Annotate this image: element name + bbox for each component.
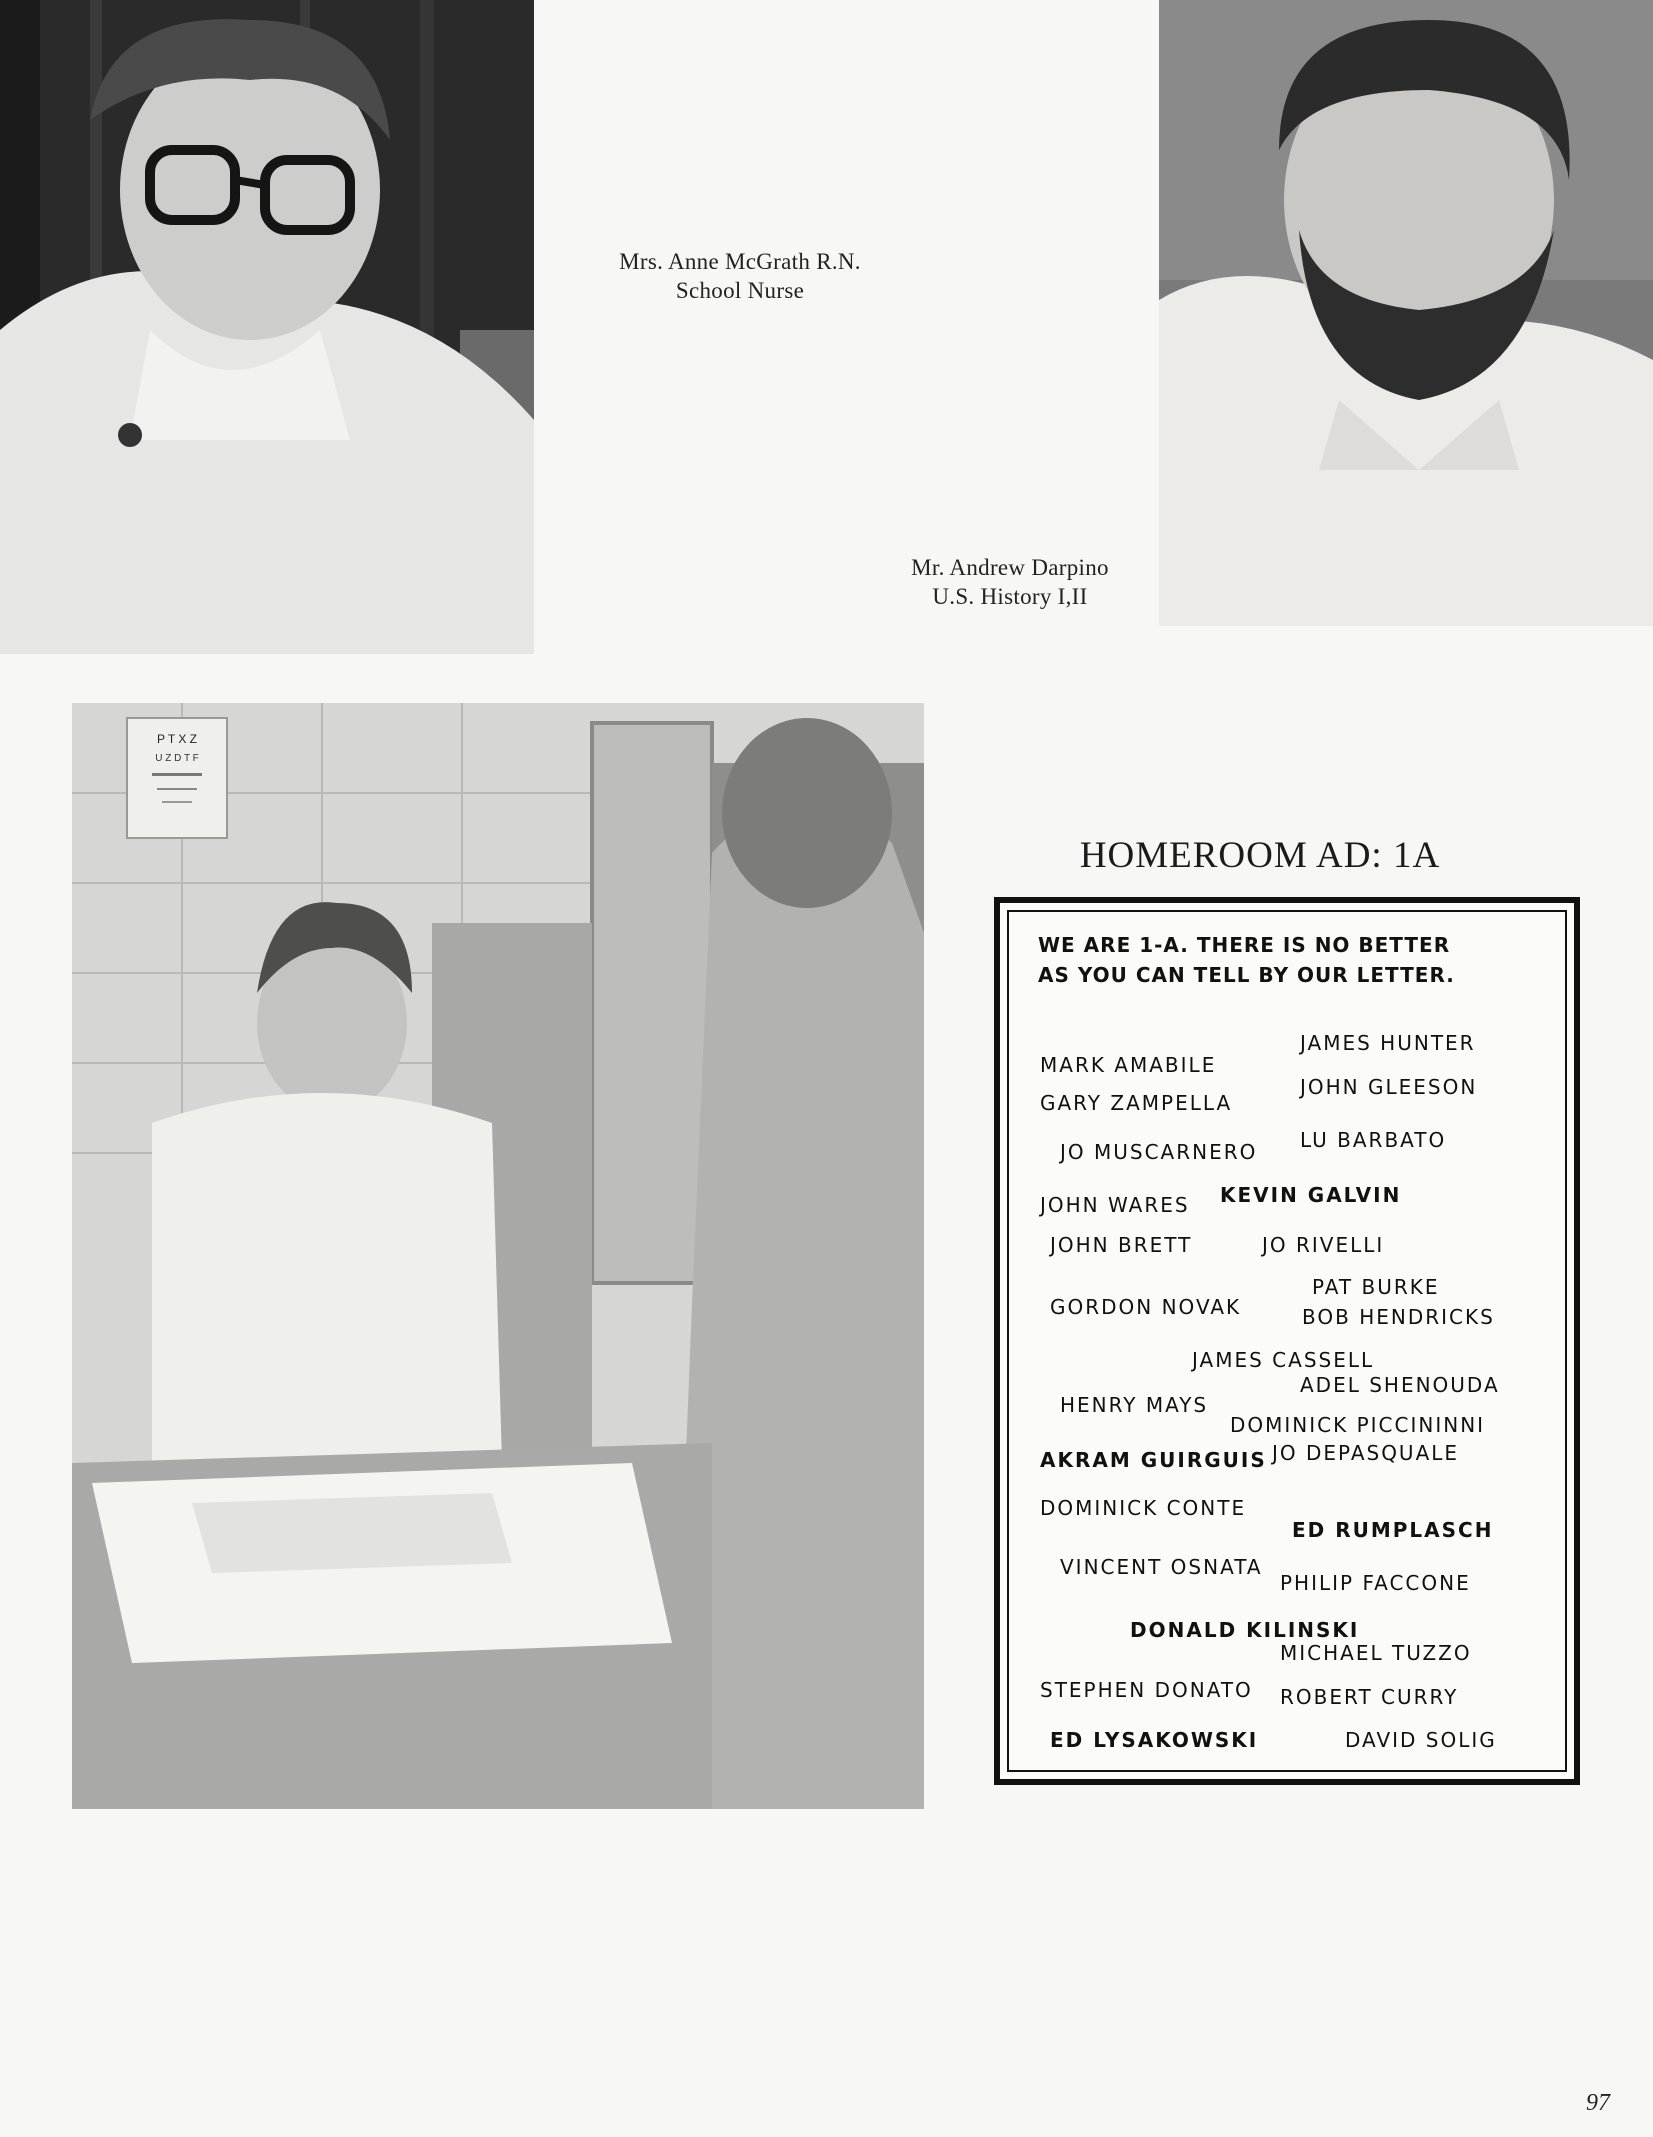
student-name: LU BARBATO — [1300, 1128, 1447, 1152]
student-name: DAVID SOLIG — [1345, 1728, 1497, 1752]
caption-teacher — [830, 553, 1190, 611]
caption-teacher-name: Mr. Andrew Darpino — [911, 555, 1109, 580]
homeroom-motto-line-1: WE ARE 1-A. THERE IS NO BETTER — [1038, 933, 1451, 957]
student-name: JAMES CASSELL — [1192, 1348, 1375, 1372]
student-name: JO DEPASQUALE — [1272, 1441, 1460, 1465]
homeroom-ad-box — [994, 897, 1580, 1785]
student-name: MICHAEL TUZZO — [1280, 1641, 1472, 1665]
student-name: JAMES HUNTER — [1300, 1031, 1476, 1055]
student-name: STEPHEN DONATO — [1040, 1678, 1253, 1702]
student-name: VINCENT OSNATA — [1060, 1555, 1263, 1579]
student-name: JO MUSCARNERO — [1060, 1140, 1258, 1164]
page-number: 97 — [1586, 2090, 1610, 2116]
student-name: DONALD KILINSKI — [1130, 1618, 1360, 1642]
eye-chart-row-1: P T X Z — [156, 732, 198, 746]
student-name: ADEL SHENOUDA — [1300, 1373, 1500, 1397]
student-name: DOMINICK PICCININNI — [1230, 1413, 1486, 1437]
student-name: ED LYSAKOWSKI — [1050, 1728, 1259, 1752]
student-name: BOB HENDRICKS — [1302, 1305, 1495, 1329]
student-name: KEVIN GALVIN — [1220, 1183, 1402, 1207]
photo-nurse-office — [72, 703, 924, 1809]
student-name: PHILIP FACCONE — [1280, 1571, 1471, 1595]
student-name: JO RIVELLI — [1262, 1233, 1385, 1257]
homeroom-motto-line-2: AS YOU CAN TELL BY OUR LETTER. — [1038, 963, 1455, 987]
photo-history-teacher — [1159, 0, 1653, 626]
caption-nurse-role: School Nurse — [675, 278, 805, 303]
photo-school-nurse — [0, 0, 534, 654]
student-name: ROBERT CURRY — [1280, 1685, 1459, 1709]
student-name: JOHN BRETT — [1050, 1233, 1193, 1257]
student-name: JOHN WARES — [1040, 1193, 1190, 1217]
student-name: PAT BURKE — [1312, 1275, 1440, 1299]
caption-nurse-name: Mrs. Anne McGrath R.N. — [619, 249, 861, 274]
student-name: AKRAM GUIRGUIS — [1040, 1448, 1267, 1472]
student-name: HENRY MAYS — [1060, 1393, 1209, 1417]
student-name: MARK AMABILE — [1040, 1053, 1217, 1077]
homeroom-title: HOMEROOM AD: 1A — [1079, 835, 1441, 876]
student-name: GARY ZAMPELLA — [1040, 1091, 1233, 1115]
student-name: GORDON NOVAK — [1050, 1295, 1242, 1319]
student-name: ED RUMPLASCH — [1292, 1518, 1494, 1542]
caption-teacher-role: U.S. History I,II — [932, 584, 1088, 609]
eye-chart-row-2: U Z D T F — [155, 753, 199, 764]
student-name: DOMINICK CONTE — [1040, 1496, 1247, 1520]
student-name: JOHN GLEESON — [1300, 1075, 1478, 1099]
caption-nurse — [560, 247, 920, 305]
